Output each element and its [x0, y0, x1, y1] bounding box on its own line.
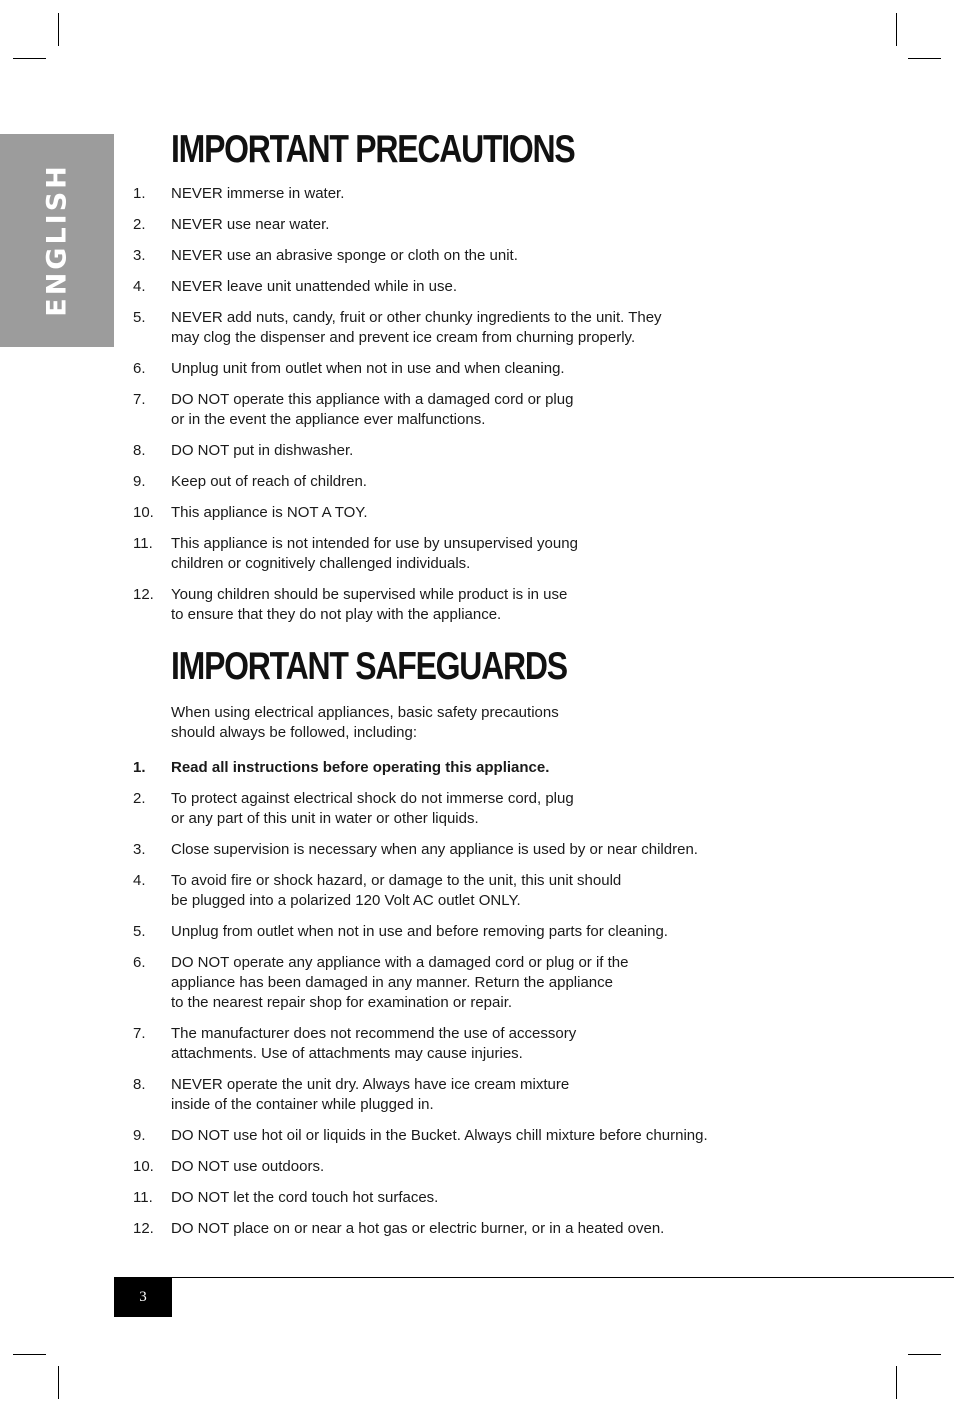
list-item-number: 6.: [133, 360, 146, 377]
list-item-line: DO NOT put in dishwasher.: [171, 442, 354, 459]
list-item-line: The manufacturer does not recommend the use of accessory: [171, 1025, 577, 1042]
precautions-heading: IMPORTANT PRECAUTIONS: [171, 128, 575, 171]
list-item-number: 1.: [133, 759, 146, 776]
list-item-line: Young children should be supervised while product is in use: [171, 586, 568, 603]
list-item: [133, 534, 773, 574]
list-item-line: This appliance is not intended for use by unsupervised young: [171, 535, 578, 552]
list-item-number: 11.: [133, 1189, 153, 1206]
crop-mark: [896, 1366, 897, 1399]
list-item-number: 7.: [133, 391, 146, 408]
list-item-text: [171, 871, 773, 911]
list-item-line: This appliance is NOT A TOY.: [171, 504, 368, 521]
list-item-number: 12.: [133, 586, 154, 603]
list-item: [133, 472, 773, 492]
list-item-text: [171, 1126, 773, 1146]
list-item-number: 4.: [133, 278, 146, 295]
list-item-line: to ensure that they do not play with the appliance.: [171, 606, 502, 623]
list-item-text: [171, 441, 773, 461]
list-item: [133, 1075, 773, 1115]
crop-mark: [58, 1366, 59, 1399]
list-item: [133, 390, 773, 430]
page-number: 3: [114, 1278, 172, 1317]
list-item-text: [171, 184, 773, 204]
list-item-text: [171, 758, 773, 778]
language-tab: [0, 134, 114, 347]
list-item-number: 4.: [133, 872, 146, 889]
list-item-line: NEVER operate the unit dry. Always have ice cream mixture: [171, 1076, 570, 1093]
footer-rule: [114, 1277, 954, 1278]
list-item: [133, 503, 773, 523]
list-item-text: [171, 503, 773, 523]
list-item-number: 11.: [133, 535, 153, 552]
list-item-number: 8.: [133, 442, 146, 459]
list-item-text: [171, 359, 773, 379]
list-item-line: attachments. Use of attachments may cause injuries.: [171, 1045, 523, 1062]
list-item-line: To avoid fire or shock hazard, or damage to the unit, this unit should: [171, 872, 622, 889]
list-item-number: 2.: [133, 216, 146, 233]
safeguards-intro: [171, 703, 559, 743]
list-item: [133, 441, 773, 461]
list-item: [133, 585, 773, 625]
list-item-number: 8.: [133, 1076, 146, 1093]
list-item: [133, 840, 773, 860]
list-item-line: DO NOT use hot oil or liquids in the Bucket. Always chill mixture before churning.: [171, 1127, 708, 1144]
list-item-text: [171, 585, 773, 625]
list-item-number: 12.: [133, 1220, 154, 1237]
crop-mark: [896, 13, 897, 46]
list-item-text: [171, 308, 773, 348]
list-item-line: Close supervision is necessary when any appliance is used by or near children.: [171, 841, 698, 858]
list-item: [133, 871, 773, 911]
list-item-line: DO NOT place on or near a hot gas or electric burner, or in a heated oven.: [171, 1220, 665, 1237]
list-item-line: children or cognitively challenged individuals.: [171, 555, 471, 572]
list-item-line: Unplug unit from outlet when not in use and when cleaning.: [171, 360, 565, 377]
list-item-number: 10.: [133, 504, 154, 521]
list-item: [133, 215, 773, 235]
crop-mark: [13, 1354, 46, 1355]
list-item-number: 2.: [133, 790, 146, 807]
list-item-text: [171, 1024, 773, 1064]
list-item-text: [171, 1188, 773, 1208]
list-item-number: 10.: [133, 1158, 154, 1175]
list-item-line: or in the event the appliance ever malfunctions.: [171, 411, 486, 428]
list-item-number: 1.: [133, 185, 146, 202]
list-item-number: 6.: [133, 954, 146, 971]
crop-mark: [908, 1354, 941, 1355]
list-item-text: [171, 472, 773, 492]
list-item-text: [171, 246, 773, 266]
list-item: [133, 277, 773, 297]
precautions-list: [133, 184, 773, 636]
list-item-line: NEVER immerse in water.: [171, 185, 345, 202]
intro-line: When using electrical appliances, basic safety precautions: [171, 704, 559, 721]
list-item-line: To protect against electrical shock do not immerse cord, plug: [171, 790, 574, 807]
list-item-line: may clog the dispenser and prevent ice cream from churning properly.: [171, 329, 636, 346]
list-item: [133, 1188, 773, 1208]
list-item-text: [171, 953, 773, 1013]
list-item-text: [171, 1075, 773, 1115]
list-item-text: [171, 534, 773, 574]
list-item-line: DO NOT use outdoors.: [171, 1158, 325, 1175]
list-item: [133, 922, 773, 942]
list-item-line: NEVER use near water.: [171, 216, 330, 233]
intro-line: should always be followed, including:: [171, 724, 417, 741]
list-item-text: [171, 215, 773, 235]
list-item-line: Unplug from outlet when not in use and before removing parts for cleaning.: [171, 923, 668, 940]
list-item: [133, 359, 773, 379]
list-item: [133, 953, 773, 1013]
safeguards-list: [133, 758, 773, 1250]
list-item-text: [171, 840, 773, 860]
list-item-line: to the nearest repair shop for examination or repair.: [171, 994, 513, 1011]
list-item-line: NEVER use an abrasive sponge or cloth on the unit.: [171, 247, 518, 264]
list-item-line: DO NOT operate any appliance with a damaged cord or plug or if the: [171, 954, 629, 971]
crop-mark: [58, 13, 59, 46]
safeguards-heading: IMPORTANT SAFEGUARDS: [171, 645, 567, 688]
list-item-text: [171, 922, 773, 942]
list-item: [133, 184, 773, 204]
list-item: [133, 758, 773, 778]
list-item-line: Read all instructions before operating this appliance.: [171, 759, 550, 776]
list-item: [133, 308, 773, 348]
list-item-number: 9.: [133, 1127, 146, 1144]
list-item-line: or any part of this unit in water or other liquids.: [171, 810, 479, 827]
list-item-number: 3.: [133, 247, 146, 264]
list-item: [133, 1126, 773, 1146]
list-item-text: [171, 277, 773, 297]
list-item-line: DO NOT let the cord touch hot surfaces.: [171, 1189, 439, 1206]
list-item-number: 5.: [133, 923, 146, 940]
list-item-number: 3.: [133, 841, 146, 858]
language-tab-label: ENGLISH: [41, 163, 73, 317]
list-item-number: 7.: [133, 1025, 146, 1042]
list-item-line: DO NOT operate this appliance with a damaged cord or plug: [171, 391, 574, 408]
list-item-text: [171, 390, 773, 430]
list-item: [133, 1157, 773, 1177]
list-item-text: [171, 1219, 773, 1239]
list-item-line: appliance has been damaged in any manner. Return the appliance: [171, 974, 613, 991]
list-item-line: NEVER leave unit unattended while in use.: [171, 278, 458, 295]
list-item-number: 5.: [133, 309, 146, 326]
list-item-text: [171, 789, 773, 829]
list-item: [133, 789, 773, 829]
list-item-line: Keep out of reach of children.: [171, 473, 367, 490]
list-item: [133, 246, 773, 266]
list-item-line: inside of the container while plugged in.: [171, 1096, 434, 1113]
list-item-line: be plugged into a polarized 120 Volt AC outlet ONLY.: [171, 892, 521, 909]
list-item-line: NEVER add nuts, candy, fruit or other chunky ingredients to the unit. They: [171, 309, 662, 326]
crop-mark: [13, 58, 46, 59]
crop-mark: [908, 58, 941, 59]
list-item: [133, 1219, 773, 1239]
list-item: [133, 1024, 773, 1064]
list-item-number: 9.: [133, 473, 146, 490]
list-item-text: [171, 1157, 773, 1177]
